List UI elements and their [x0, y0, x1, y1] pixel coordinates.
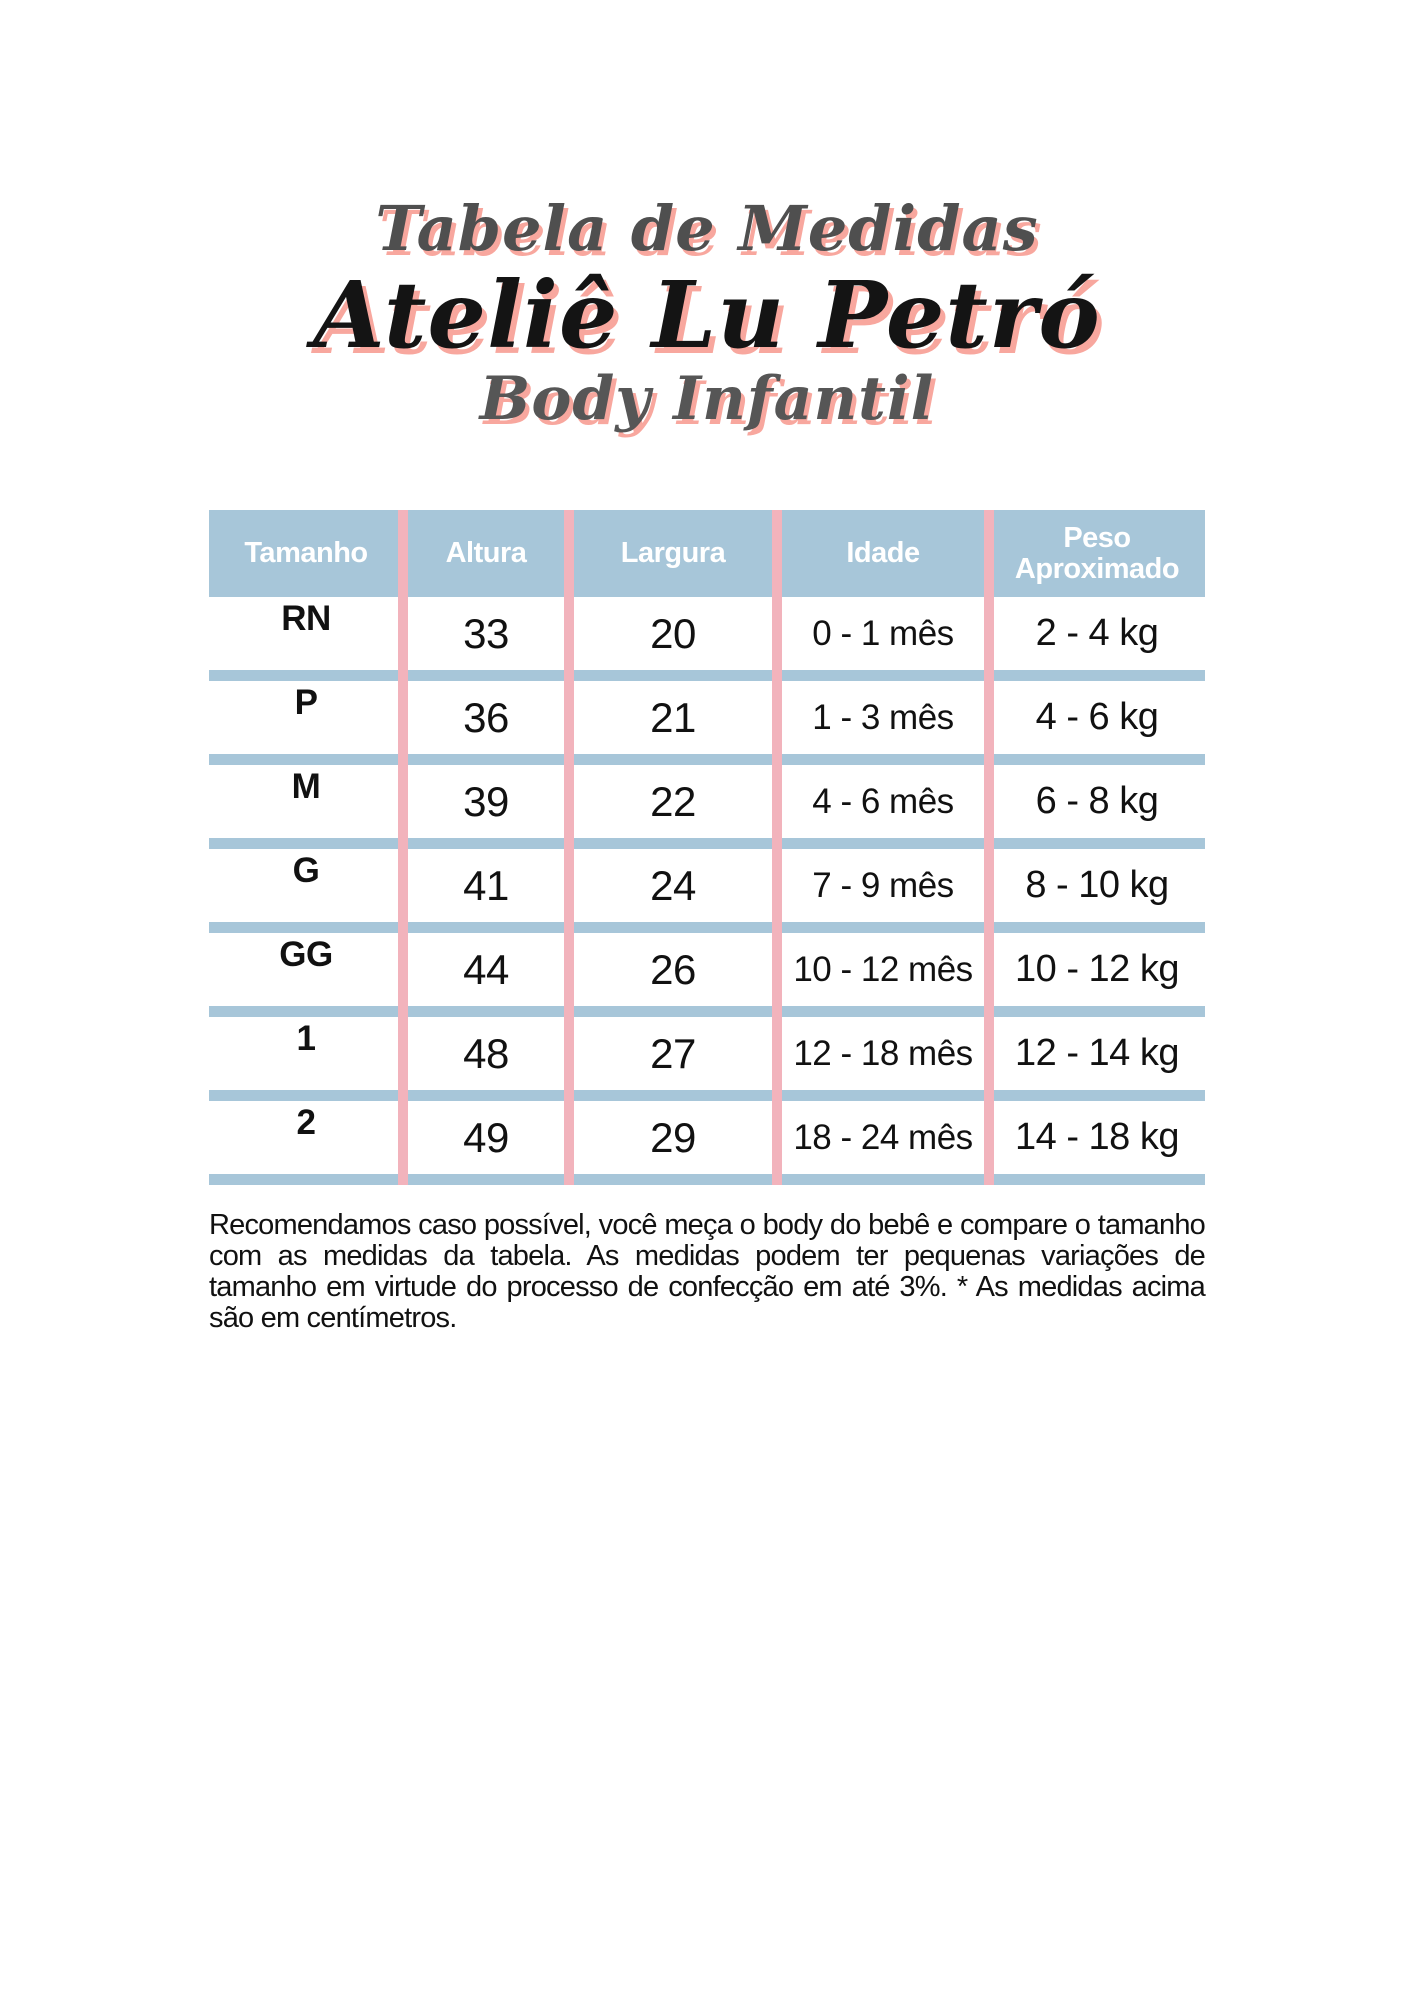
row-divider [209, 922, 1205, 933]
row-divider [209, 670, 1205, 681]
peso-value: 10 - 12 kg [1015, 948, 1179, 990]
size-label: P [294, 683, 318, 722]
table-row [209, 765, 1205, 838]
title-block [0, 192, 1414, 434]
column-divider [984, 510, 994, 1185]
row-divider [209, 838, 1205, 849]
peso-value: 4 - 6 kg [1035, 696, 1159, 738]
altura-value: 33 [463, 609, 509, 657]
altura-value: 49 [463, 1113, 509, 1161]
peso-value: 14 - 18 kg [1015, 1116, 1179, 1158]
row-divider [209, 1006, 1205, 1017]
measurement-note: Recomendamos caso possível, você meça o body do bebê e compare o tamanho com as medidas da tabela. As medidas podem ter pequenas variações de tamanho em virtude do processo de confecção em até 3%. * As medidas acima são em centímetros. [209, 1209, 1205, 1335]
idade-value: 18 - 24 mês [793, 1117, 973, 1157]
largura-value: 22 [650, 777, 696, 825]
column-divider [772, 510, 782, 1185]
table-row [209, 849, 1205, 922]
idade-value: 0 - 1 mês [812, 613, 954, 653]
column-header-largura: Largura [620, 537, 726, 570]
table-row [209, 681, 1205, 754]
idade-value: 10 - 12 mês [793, 949, 973, 989]
size-label: G [292, 851, 320, 890]
row-divider [209, 1090, 1205, 1101]
table-header-row [209, 510, 1205, 597]
column-header-peso-aproximado: Peso Aproximado [1014, 522, 1180, 585]
peso-value: 8 - 10 kg [1025, 864, 1169, 906]
altura-value: 39 [463, 777, 509, 825]
altura-value: 44 [463, 945, 509, 993]
idade-value: 1 - 3 mês [812, 697, 954, 737]
column-divider [564, 510, 574, 1185]
largura-value: 24 [650, 861, 696, 909]
row-divider [209, 754, 1205, 765]
altura-value: 41 [463, 861, 509, 909]
largura-value: 21 [650, 693, 696, 741]
table-row [209, 1017, 1205, 1090]
peso-value: 12 - 14 kg [1015, 1032, 1179, 1074]
size-table [209, 510, 1205, 1185]
idade-value: 7 - 9 mês [812, 865, 954, 905]
largura-value: 20 [650, 609, 696, 657]
page-title: Tabela de Medidas [375, 192, 1039, 265]
column-divider [398, 510, 408, 1185]
largura-value: 26 [650, 945, 696, 993]
largura-value: 29 [650, 1113, 696, 1161]
idade-value: 4 - 6 mês [812, 781, 954, 821]
peso-value: 6 - 8 kg [1035, 780, 1159, 822]
largura-value: 27 [650, 1029, 696, 1077]
product-subtitle: Body Infantil [479, 363, 935, 434]
brand-title: Ateliê Lu Petró [313, 261, 1101, 370]
size-label: 2 [296, 1103, 316, 1142]
size-label: RN [281, 599, 331, 638]
idade-value: 12 - 18 mês [793, 1033, 973, 1073]
altura-value: 36 [463, 693, 509, 741]
size-label: GG [279, 935, 333, 974]
size-label: M [291, 767, 321, 806]
table-row [209, 1101, 1205, 1174]
peso-value: 2 - 4 kg [1035, 612, 1159, 654]
size-label: 1 [296, 1019, 316, 1058]
table-row [209, 933, 1205, 1006]
column-header-idade: Idade [846, 537, 920, 570]
altura-value: 48 [463, 1029, 509, 1077]
column-header-altura: Altura [445, 537, 527, 570]
table-row [209, 597, 1205, 670]
column-header-tamanho: Tamanho [244, 537, 368, 570]
row-divider [209, 1174, 1205, 1185]
